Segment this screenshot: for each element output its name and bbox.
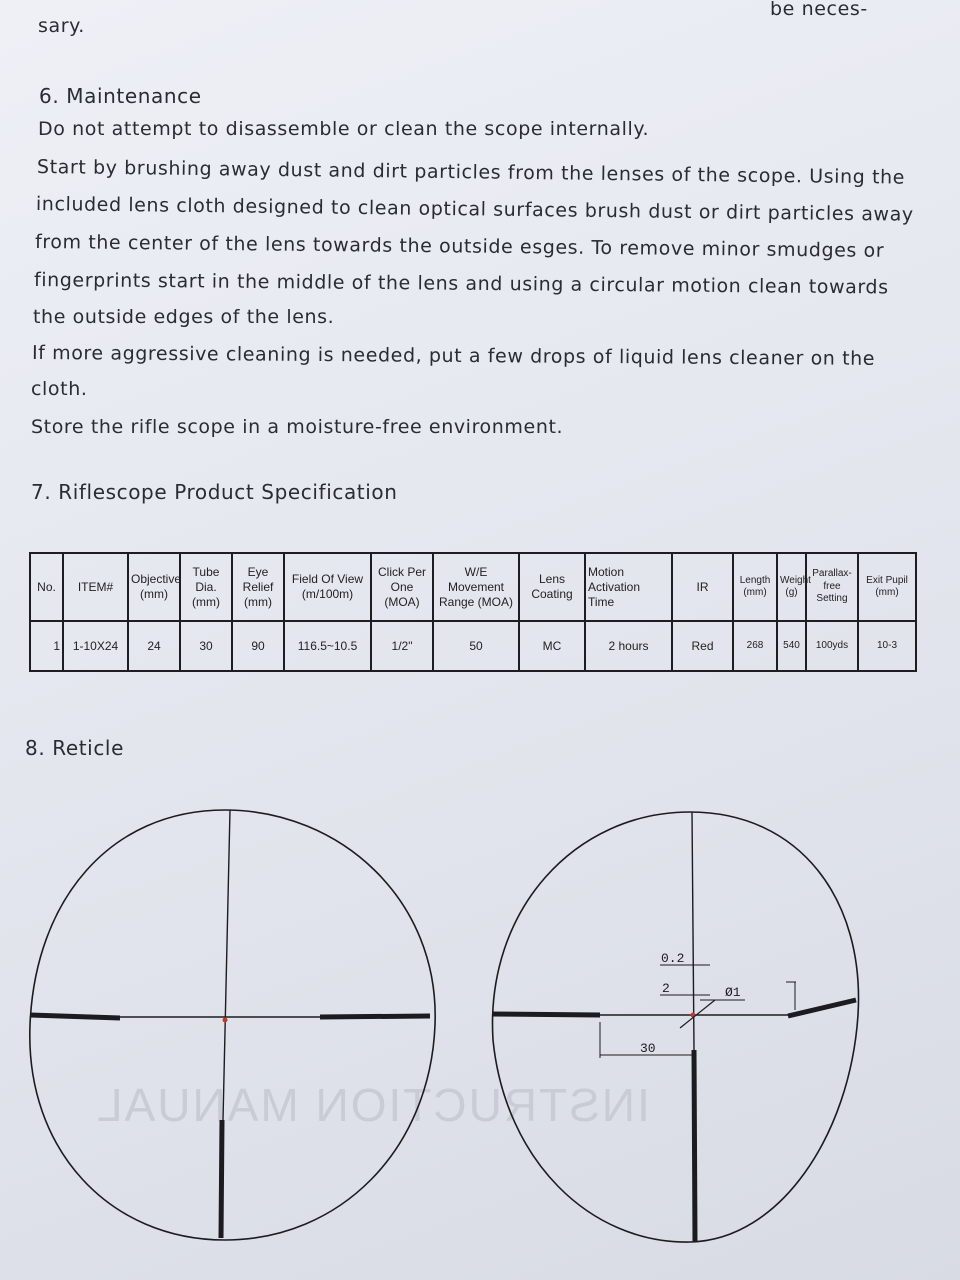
spec-table [29,552,917,672]
reticle-left-center-dot [223,1018,228,1023]
spec-cell: 100yds [806,621,858,671]
spec-header-cell: Motion Activation Time [585,553,672,621]
reticle-right-outline [493,812,859,1242]
reticle-right-post-bottom [694,1050,695,1242]
spec-cell: 540 [777,621,806,671]
reticle-left-post-right [320,1016,430,1017]
reticle-left-post-bottom [221,1120,222,1238]
spec-cell: 30 [180,621,232,671]
top-fragment-left: sary. [38,15,85,37]
spec-header-cell: Click Per One (MOA) [371,553,433,621]
reticle-left-vertical-thin [223,810,230,1120]
reticle-left-post-left [30,1015,120,1018]
spec-header-cell: ITEM# [63,553,128,621]
spec-data-row [30,621,916,671]
top-fragment-right: be neces- [770,0,868,20]
spec-cell: 90 [232,621,284,671]
spec-header-cell: Tube Dia. (mm) [180,553,232,621]
spec-header-cell: Weight (g) [777,553,806,621]
maintenance-line: If more aggressive cleaning is needed, put a few drops of liquid lens cleaner on the [31,342,876,370]
maintenance-line: from the center of the lens towards the outside esges. To remove minor smudges or [34,231,885,262]
reticle-diagrams [0,790,960,1280]
spec-header-cell: IR [672,553,733,621]
spec-cell: 116.5~10.5 [284,621,371,671]
spec-header-row [30,553,916,621]
maintenance-line: the outside edges of the lens. [33,306,335,328]
label-dot-spacing: 2 [662,981,670,996]
reticle-right-post-left [492,1014,600,1015]
spec-cell: 50 [433,621,519,671]
spec-cell: 1 [30,621,63,671]
spec-header-cell: Length (mm) [733,553,777,621]
label-diameter: Ø1 [725,985,741,1000]
maintenance-line: cloth. [31,378,88,400]
spec-cell: 1-10X24 [63,621,128,671]
spec-cell: 1/2" [371,621,433,671]
spec-header-cell: No. [30,553,63,621]
maintenance-line: fingerprints start in the middle of the lens and using a circular motion clean towards [33,269,889,299]
dimension-leader-dot [680,1000,715,1028]
spec-cell: 24 [128,621,180,671]
spec-cell: 2 hours [585,621,672,671]
watermark-text: INSTRUCTION MANUAL [95,1079,650,1131]
spec-heading: 7. Riflescope Product Specification [31,480,398,504]
spec-header-cell: Lens Coating [519,553,585,621]
reticle-left [30,810,435,1240]
reticle-left-outline [30,810,435,1240]
reticle-heading: 8. Reticle [25,736,124,760]
reticle-right-post-right [788,1000,856,1016]
spec-header-cell: W/E Movement Range (MOA) [433,553,519,621]
spec-header-cell: Exit Pupil (mm) [858,553,916,621]
spec-cell: MC [519,621,585,671]
label-width: 30 [640,1041,656,1056]
spec-header-cell: Eye Relief (mm) [232,553,284,621]
maintenance-line: Start by brushing away dust and dirt particles from the lenses of the scope. Using the [36,156,906,189]
spec-cell: Red [672,621,733,671]
spec-header-cell: Field Of View (m/100m) [284,553,371,621]
spec-header-cell: Objective (mm) [128,553,180,621]
maintenance-heading: 6. Maintenance [39,84,202,108]
spec-cell: 268 [733,621,777,671]
spec-cell: 10-3 [858,621,916,671]
maintenance-line: Store the rifle scope in a moisture-free environment. [31,416,564,438]
maintenance-line: Do not attempt to disassemble or clean the scope internally. [38,118,650,140]
reticle-right [492,812,859,1242]
label-dot-size: 0.2 [661,951,685,966]
spec-header-cell: Parallax-free Setting [806,553,858,621]
maintenance-line: included lens cloth designed to clean optical surfaces brush dust or dirt particles away [35,193,914,226]
